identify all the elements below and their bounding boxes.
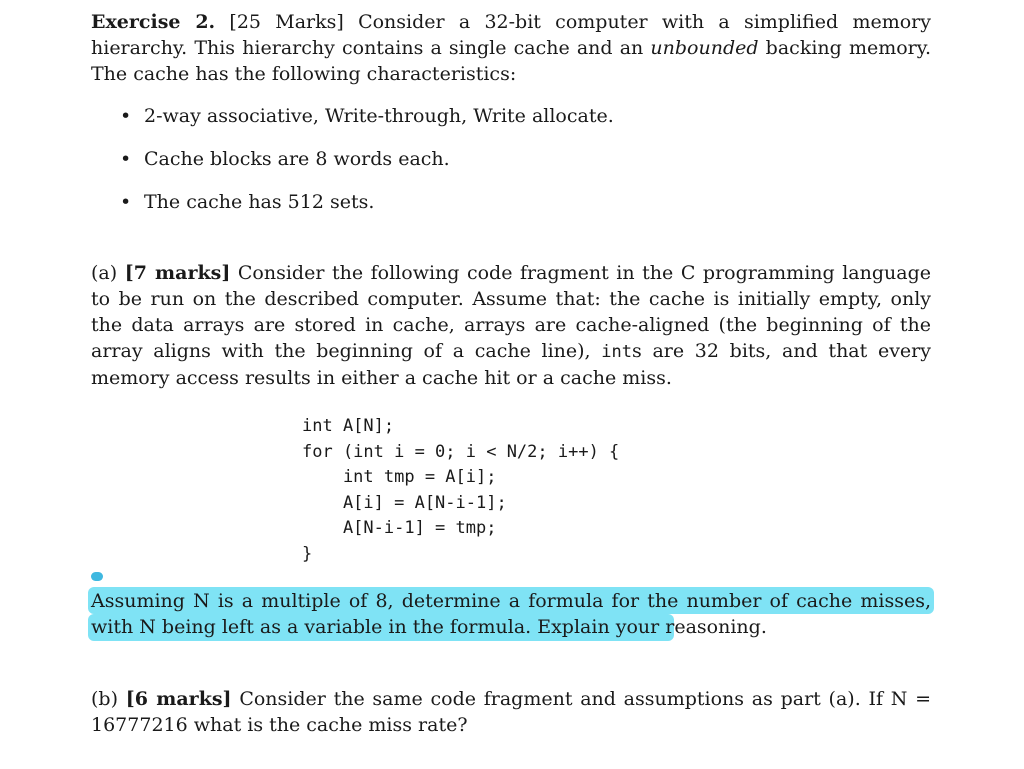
inline-code-int: int xyxy=(601,342,633,362)
part-b-label: (b) xyxy=(91,688,118,710)
list-item-text: Cache blocks are 8 words each. xyxy=(144,148,450,170)
exercise-marks: [25 Marks] xyxy=(229,11,344,33)
part-a-label: (a) xyxy=(91,262,118,284)
list-item-text: 2-way associative, Write-through, Write allocate. xyxy=(144,105,614,127)
intro-text-2: backing memory. The cache has the following characteristics: xyxy=(91,37,931,85)
list-item: • The cache has 512 sets. xyxy=(120,191,375,213)
list-item: • Cache blocks are 8 words each. xyxy=(120,148,450,170)
part-b-text xyxy=(91,686,931,738)
part-b-marks: [6 marks] xyxy=(125,688,232,710)
code-block: int A[N]; for (int i = 0; i < N/2; i++) { int tmp = A[i]; A[i] = A[N-i-1]; A[N-i-1] = tmp; } xyxy=(302,416,620,564)
intro-emphasis: unbounded xyxy=(650,37,759,59)
comment-icon[interactable] xyxy=(91,572,103,581)
intro-text-1: Consider a 32-bit computer with a simplified memory hierarchy. This hierarchy contains a single cache and an xyxy=(91,11,931,59)
part-a-text xyxy=(91,260,931,391)
exercise-title: Exercise 2. xyxy=(91,11,216,33)
part-a-body-2: s are 32 bits, and that every memory access results in either a cache hit or a cache miss. xyxy=(91,340,931,389)
list-item-text: The cache has 512 sets. xyxy=(144,191,375,213)
list-item: • 2-way associative, Write-through, Write allocate. xyxy=(120,105,614,127)
part-a-body-1: Consider the following code fragment in the C programming language to be run on the described computer. Assume that: the cache is initially empty, only the data arrays are stored in cache, arrays are cache-aligned (the beginning of the array aligns with the beginning of a cache line), xyxy=(91,262,931,362)
part-a-marks: [7 marks] xyxy=(124,262,231,284)
part-b-body: Consider the same code fragment and assumptions as part (a). If N = 16777216 what is the cache miss rate? xyxy=(91,688,932,736)
part-a-question[interactable]: Assuming N is a multiple of 8, determine a formula for the number of cache misses, with N being left as a variable in the formula. Explain your reasoning. xyxy=(91,590,931,638)
exercise-intro xyxy=(91,9,931,87)
